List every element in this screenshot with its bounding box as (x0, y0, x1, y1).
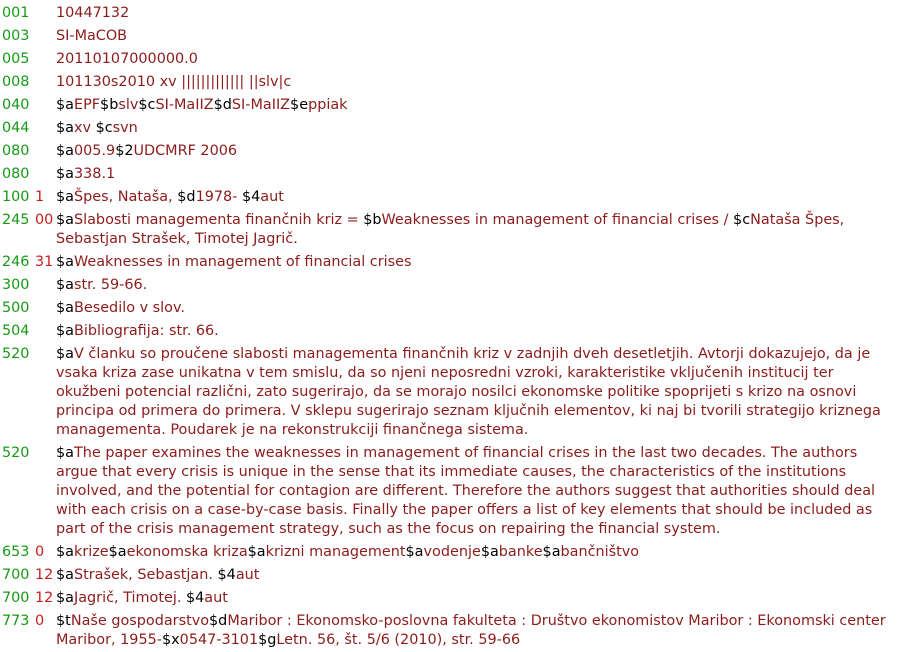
field-tag: 245 (2, 212, 30, 228)
field-row (0, 188, 900, 207)
field-tag: 700 (2, 590, 30, 606)
subfield-text: Slabosti managementa finančnih kriz = (73, 212, 364, 228)
subfield-text: ekonomska kriza (126, 544, 248, 560)
subfield-text: slv (118, 97, 139, 113)
subfield-code: $t (56, 613, 71, 629)
subfield-text: str. 59-66. (73, 277, 148, 293)
field-indicators: 1 (35, 189, 45, 205)
subfield-code: $a (56, 323, 74, 339)
subfield-text: Maribor : Ekonomsko-poslovna fakulteta : Društvo ekonomistov Maribor : Ekonomski center Maribor, 1955- (56, 613, 886, 648)
control-field-text: SI-MaCOB (56, 28, 128, 44)
field-tag: 246 (2, 254, 30, 270)
subfield-code: $b (100, 97, 119, 113)
subfield-code: $2 (115, 143, 134, 159)
subfield-text: Weaknesses in management of financial crises / (381, 212, 734, 228)
subfield-code: $a (56, 189, 74, 205)
subfield-text: Letn. 56, št. 5/6 (2010), str. 59-66 (276, 632, 521, 648)
field-value (56, 27, 900, 46)
field-row (0, 96, 900, 115)
field-indicators: 0 (35, 613, 45, 629)
field-tag: 504 (2, 323, 30, 339)
subfield-code: $a (56, 346, 74, 362)
subfield-code: $d (177, 189, 196, 205)
field-tag: 080 (2, 166, 30, 182)
subfield-code: $a (56, 567, 74, 583)
subfield-text: Besedilo v slov. (73, 300, 185, 316)
subfield-code: $a (56, 277, 74, 293)
field-tag: 008 (2, 74, 30, 90)
subfield-text: krize (73, 544, 109, 560)
subfield-text: 1978- (195, 189, 242, 205)
field-indicators: 12 (35, 567, 54, 583)
field-value (56, 96, 900, 115)
field-tag: 001 (2, 5, 30, 21)
field-value (56, 543, 900, 562)
subfield-code: $4 (185, 590, 205, 606)
field-row (0, 276, 900, 295)
field-value (56, 165, 900, 184)
field-row (0, 73, 900, 92)
subfield-code: $a (56, 120, 74, 136)
control-field-text: 10447132 (56, 5, 130, 21)
subfield-code: $g (258, 632, 277, 648)
subfield-text: bančništvo (560, 544, 640, 560)
subfield-code: $a (56, 143, 74, 159)
subfield-code: $c (138, 97, 156, 113)
subfield-code: $c (733, 212, 751, 228)
field-row (0, 345, 900, 440)
field-value (56, 253, 900, 272)
field-tag: 300 (2, 277, 30, 293)
field-tag: 700 (2, 567, 30, 583)
subfield-code: $b (363, 212, 382, 228)
subfield-text: Naše gospodarstvo (70, 613, 210, 629)
subfield-code: $a (108, 544, 127, 560)
field-value (56, 322, 900, 341)
subfield-text: The paper examines the weaknesses in management of financial crises in the last two decades. The authors argue that every crisis is unique in the sense that its immediate causes, the characteristics of the institutions involved, and the potential for contagion are different. Therefore the authors suggest that authorities should deal with each crisis on a case-by-case basis. Finally the paper offers a list of key elements that should be included as part of the crisis management strategy, such as the focus on repairing the financial system. (56, 445, 876, 537)
field-value (56, 589, 900, 608)
subfield-text: aut (204, 590, 228, 606)
field-tag: 100 (2, 189, 30, 205)
subfield-text: Weaknesses in management of financial crises (73, 254, 412, 270)
subfield-code: $a (56, 212, 74, 228)
field-tag: 520 (2, 445, 30, 461)
subfield-code: $a (56, 544, 74, 560)
field-row (0, 589, 900, 608)
field-value (56, 444, 900, 539)
field-value (56, 566, 900, 585)
field-row (0, 444, 900, 539)
subfield-code: $a (405, 544, 424, 560)
field-value (56, 612, 900, 650)
field-row (0, 299, 900, 318)
subfield-text: krizni management (265, 544, 406, 560)
subfield-code: $a (56, 166, 74, 182)
subfield-text: 338.1 (73, 166, 116, 182)
field-value (56, 73, 900, 92)
control-field-text: 101130s2010 xv ||||||||||||| ||slv|c (56, 74, 292, 90)
subfield-text: aut (260, 189, 284, 205)
field-row (0, 119, 900, 138)
field-row (0, 142, 900, 161)
control-field-text: 20110107000000.0 (56, 51, 198, 67)
subfield-text: Jagrič, Timotej. (73, 590, 186, 606)
subfield-code: $a (480, 544, 499, 560)
field-value (56, 188, 900, 207)
subfield-text: svn (112, 120, 138, 136)
subfield-text: Bibliografija: str. 66. (73, 323, 219, 339)
field-value (56, 276, 900, 295)
field-value (56, 211, 900, 249)
subfield-text: ppiak (308, 97, 348, 113)
field-tag: 500 (2, 300, 30, 316)
field-value (56, 50, 900, 69)
subfield-text: xv (73, 120, 96, 136)
subfield-code: $a (56, 97, 74, 113)
subfield-text: Strašek, Sebastjan. (73, 567, 218, 583)
field-indicators: 00 (35, 212, 54, 228)
subfield-code: $e (290, 97, 309, 113)
field-row (0, 566, 900, 585)
field-tag: 520 (2, 346, 30, 362)
subfield-code: $4 (241, 189, 261, 205)
field-row (0, 543, 900, 562)
subfield-code: $a (247, 544, 266, 560)
subfield-text: 005.9 (73, 143, 116, 159)
subfield-text: UDCMRF 2006 (133, 143, 238, 159)
field-row (0, 4, 900, 23)
field-row (0, 211, 900, 249)
subfield-code: $d (209, 613, 228, 629)
field-tag: 003 (2, 28, 30, 44)
field-value (56, 119, 900, 138)
field-indicators: 12 (35, 590, 54, 606)
field-tag: 040 (2, 97, 30, 113)
subfield-text: EPF (73, 97, 101, 113)
subfield-text: SI-MaIIZ (155, 97, 214, 113)
field-tag: 044 (2, 120, 30, 136)
subfield-code: $x (161, 632, 180, 648)
field-row (0, 165, 900, 184)
subfield-text: Nataša Špes, Sebastjan Strašek, Timotej Jagrič. (56, 212, 845, 247)
field-row (0, 253, 900, 272)
field-value (56, 299, 900, 318)
field-tag: 080 (2, 143, 30, 159)
field-value (56, 345, 900, 440)
subfield-code: $c (95, 120, 113, 136)
field-tag: 653 (2, 544, 30, 560)
subfield-text: SI-MaIIZ (231, 97, 291, 113)
field-row (0, 27, 900, 46)
subfield-code: $a (56, 445, 74, 461)
field-indicators: 0 (35, 544, 45, 560)
subfield-text: 0547-3101 (179, 632, 259, 648)
field-value (56, 142, 900, 161)
subfield-code: $a (56, 254, 74, 270)
subfield-code: $4 (217, 567, 236, 583)
subfield-text: aut (235, 567, 260, 583)
field-value (56, 4, 900, 23)
field-tag: 005 (2, 51, 30, 67)
subfield-code: $d (213, 97, 232, 113)
field-tag: 773 (2, 613, 30, 629)
subfield-code: $a (56, 590, 74, 606)
subfield-code: $a (542, 544, 561, 560)
subfield-text: banke (498, 544, 543, 560)
subfield-text: vodenje (423, 544, 481, 560)
field-row (0, 322, 900, 341)
field-indicators: 31 (35, 254, 54, 270)
subfield-text: V članku so proučene slabosti managementa finančnih kriz v zadnjih dveh desetletjih. Avtorji dokazujejo, da je vsaka kriza zase unikatna v tem smislu, da so njeni neposredni vzroki, karakteristike vključenih institucij ter okužbeni potencial različni, zato sugerirajo, da se morajo nosilci ekonomske politike spoprijeti s krizo na osnovi principa od primera do primera. V sklepu sugerirajo seznam ključnih elementov, ki naj bi tvorili strategijo kriznega managementa. Poudarek je na rekonstrukciji finančnega sistema. (56, 346, 881, 438)
field-row (0, 612, 900, 650)
subfield-code: $a (56, 300, 74, 316)
subfield-text: Špes, Nataša, (73, 189, 178, 205)
field-row (0, 50, 900, 69)
